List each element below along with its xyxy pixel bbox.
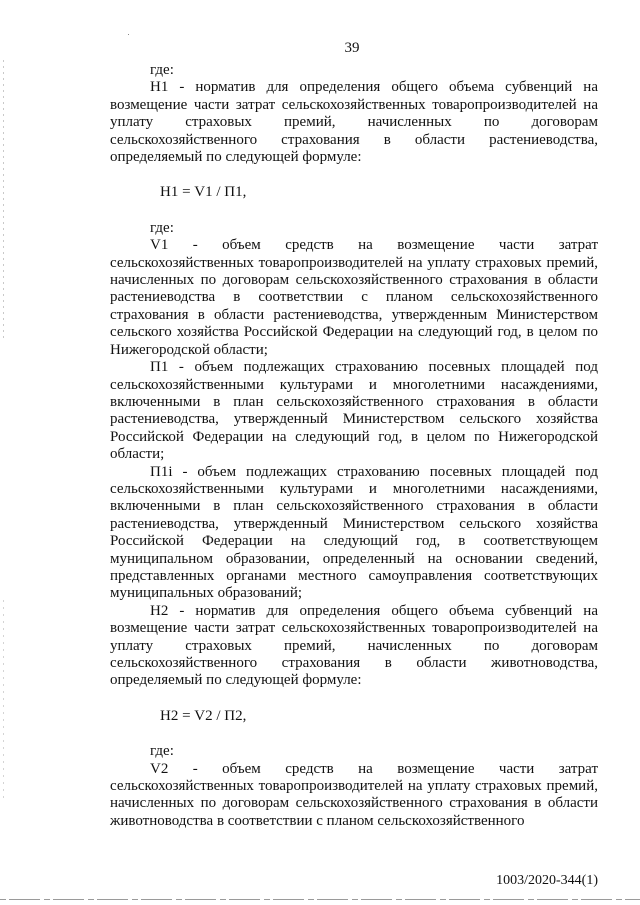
formula-n1: Н1 = V1 / П1, xyxy=(160,184,247,201)
scan-edge-bottom xyxy=(0,899,640,900)
where-label: где: xyxy=(150,219,174,236)
paragraph-v1-definition: V1 - объем средств на возмещение части затрат сельскохозяйственных товаропроизводителей на уплату страховых премий, начисленных по договорам сельскохозяйственного страхования в области растениеводства в соответствии с планом сельскохозяйственного страхования в области растениеводства, утвержденным Министерством сельского хозяйства Российской Федерации на следующий год, в целом по Нижегородской области; xyxy=(110,237,598,358)
scan-speck xyxy=(128,34,129,35)
scan-edge-left-lower xyxy=(3,600,4,800)
where-label: где: xyxy=(150,62,174,78)
page-number: 39 xyxy=(344,40,360,56)
scan-edge-left xyxy=(3,60,4,340)
where-label: где: xyxy=(150,743,174,760)
paragraph-n1-definition: Н1 - норматив для определения общего объема субвенций на возмещение части затрат сельскохозяйственных товаропроизводителей на уплату страховых премий, начисленных по договорам сельскохозяйственного страхования в области растениеводства, определяемый по следующей формуле: xyxy=(110,79,598,166)
document-code: 1003/2020-344(1) xyxy=(496,873,598,888)
paragraph-n2-definition: Н2 - норматив для определения общего объема субвенций на возмещение части затрат сельскохозяйственных товаропроизводителей на уплату страховых премий, начисленных по договорам сельскохозяйственного страхования в области животноводства, определяемый по следующей формуле: xyxy=(110,602,598,689)
paragraph-p1-definition: П1 - объем подлежащих страхованию посевных площадей под сельскохозяйственными культурами и многолетними насаждениями, включенными в план сельскохозяйственного страхования в области растениеводства, утвержденный Министерством сельского хозяйства Российской Федерации на следующий год, в целом по Нижегородской области; xyxy=(110,359,598,463)
document-body xyxy=(110,62,598,830)
paragraph-v2-definition: V2 - объем средств на возмещение части затрат сельскохозяйственных товаропроизводителей на уплату страховых премий, начисленных по договорам сельскохозяйственного страхования в области животноводства в соответствии с планом сельскохозяйственного xyxy=(110,760,598,829)
formula-n2: Н2 = V2 / П2, xyxy=(160,707,247,724)
paragraph-p1i-definition: П1i - объем подлежащих страхованию посевных площадей под сельскохозяйственными культурами и многолетними насаждениями, включенными в план сельскохозяйственного страхования в области растениеводства, утвержденный Министерством сельского хозяйства Российской Федерации на следующий год, в соответствующем муниципальном образовании, определенный на основании сведений, представленных органами местного самоуправления соответствующих муниципальных образований; xyxy=(110,463,598,602)
